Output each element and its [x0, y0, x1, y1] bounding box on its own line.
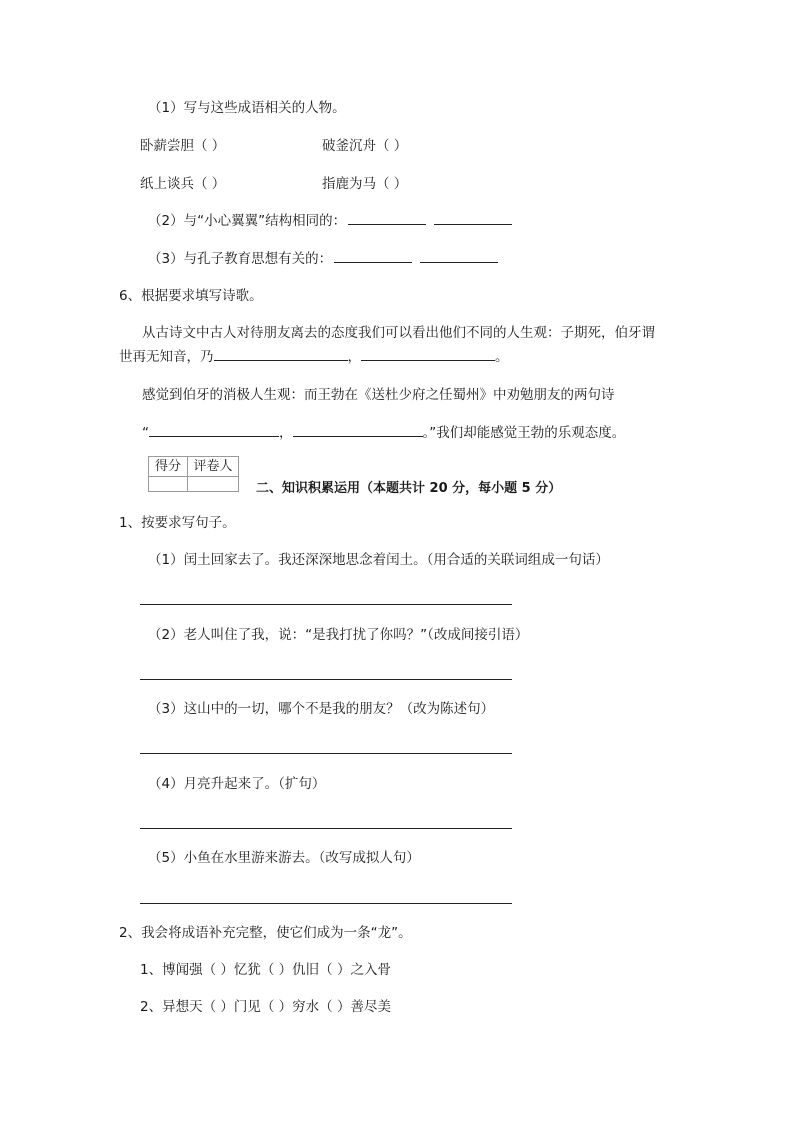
- sentence-task: （4）月亮升起来了。（扩句）: [148, 776, 326, 792]
- q6-para1-line2: [119, 348, 509, 366]
- score-label: 得分: [149, 457, 188, 477]
- q6-para2-end: 。”我们却能感觉王勃的乐观态度。: [422, 425, 626, 441]
- answer-blank[interactable]: [420, 250, 498, 263]
- idiom-chain-row: 2、异想天（ ）门见（ ）穷水（ ）善尽美: [140, 999, 391, 1015]
- comma: ，: [279, 425, 293, 441]
- sentence-task: （5）小鱼在水里游来游去。（改写成拟人句）: [148, 850, 420, 866]
- idiom-item: [322, 175, 407, 193]
- answer-line[interactable]: [140, 828, 512, 829]
- idiom-chain-row: 1、博闻强（ ）忆犹（ ）仇旧（ ）之入骨: [140, 962, 391, 978]
- idiom-text: 纸上谈兵: [140, 176, 194, 192]
- score-cell[interactable]: [149, 477, 188, 492]
- q6-para1-line1: 从古诗文中古人对待朋友离去的态度我们可以看出他们不同的人生观：子期死，伯牙谓: [142, 325, 655, 341]
- answer-line[interactable]: [140, 753, 512, 754]
- idiom-paren[interactable]: （ ）: [376, 176, 408, 192]
- sentence-task: （1）闰土回家去了。我还深深地思念着闰土。（用合适的关联词组成一句话）: [148, 552, 609, 568]
- sentence-task: （2）老人叫住了我，说：“是我打扰了你吗？”（改成间接引语）: [148, 627, 529, 643]
- s2-q1-title: 1、按要求写句子。: [119, 515, 236, 531]
- idiom-item: [140, 175, 225, 193]
- poem-blank[interactable]: [293, 424, 423, 437]
- poem-blank[interactable]: [149, 424, 279, 437]
- q6-title: 6、根据要求填写诗歌。: [119, 288, 263, 304]
- idiom-text: 卧薪尝胆: [140, 138, 194, 154]
- idiom-paren[interactable]: （ ）: [376, 138, 408, 154]
- q6-para2-line2: [142, 424, 625, 442]
- answer-blank[interactable]: [434, 212, 512, 225]
- q5-sub1-prompt: （1）写与这些成语相关的人物。: [148, 100, 346, 116]
- q5-sub2: [148, 212, 512, 230]
- answer-blank[interactable]: [348, 212, 426, 225]
- answer-line[interactable]: [140, 903, 512, 904]
- q6-para2-line1: 感觉到伯牙的消极人生观：而王勃在《送杜少府之任蜀州》中劝勉朋友的两句诗: [142, 387, 615, 403]
- idiom-item: [322, 137, 407, 155]
- score-box: [148, 456, 239, 492]
- poem-blank[interactable]: [214, 348, 348, 361]
- idiom-paren[interactable]: （ ）: [194, 176, 226, 192]
- sentence-task: （3）这山中的一切，哪个不是我的朋友？（改为陈述句）: [148, 701, 495, 717]
- q5-sub3: [148, 250, 498, 268]
- s2-q2-title: 2、我会将成语补充完整，使它们成为一条“龙”。: [119, 925, 412, 941]
- section2-title: 二、知识积累运用（本题共计 20 分，每小题 5 分）: [256, 481, 562, 496]
- idiom-text: 破釜沉舟: [322, 138, 376, 154]
- answer-line[interactable]: [140, 679, 512, 680]
- q6-para1-start: 世再无知音，乃: [119, 349, 214, 365]
- idiom-paren[interactable]: （ ）: [194, 138, 226, 154]
- period: 。: [495, 349, 509, 365]
- grader-label: 评卷人: [188, 457, 239, 477]
- q5-sub3-prompt: （3）与孔子教育思想有关的：: [148, 251, 333, 267]
- answer-line[interactable]: [140, 604, 512, 605]
- answer-blank[interactable]: [334, 250, 412, 263]
- grader-cell[interactable]: [188, 477, 239, 492]
- open-quote: “: [142, 425, 149, 441]
- q5-sub2-prompt: （2）与“小心翼翼”结构相同的：: [148, 213, 347, 229]
- comma: ，: [347, 349, 361, 365]
- poem-blank[interactable]: [361, 348, 495, 361]
- idiom-text: 指鹿为马: [322, 176, 376, 192]
- idiom-item: [140, 137, 225, 155]
